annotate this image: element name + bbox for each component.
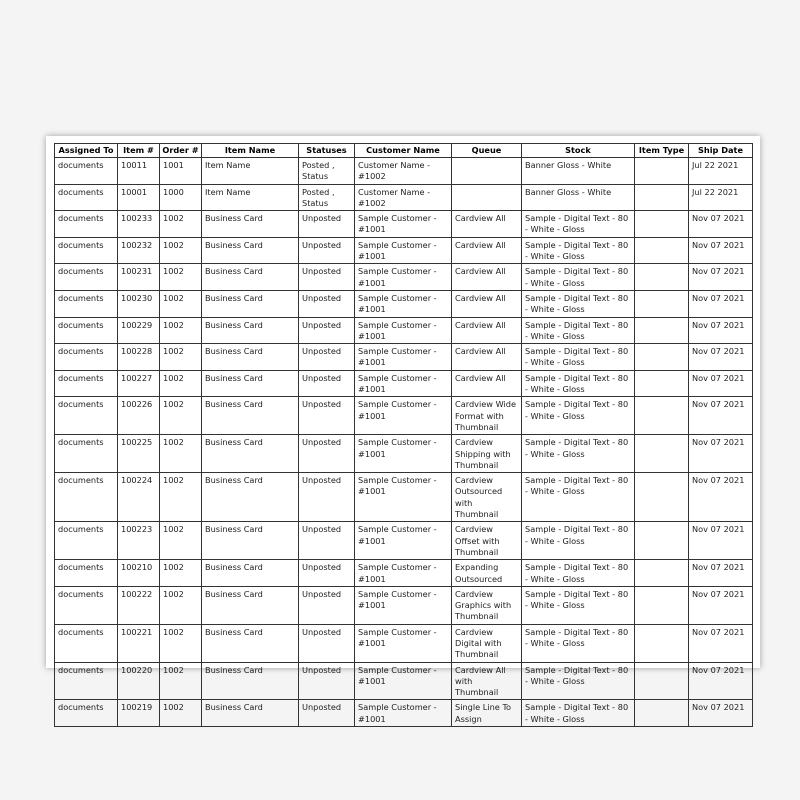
table-row xyxy=(55,435,753,473)
cell-item: 10001 xyxy=(118,184,160,211)
cell-item: 100223 xyxy=(118,522,160,560)
cell-customer-name: Sample Customer - #1001 xyxy=(355,264,452,291)
table-row xyxy=(55,662,753,700)
table-row xyxy=(55,700,753,727)
cell-statuses: Unposted xyxy=(299,264,355,291)
cell-assigned-to: documents xyxy=(55,522,118,560)
cell-item-type xyxy=(635,158,689,185)
cell-queue: Cardview All xyxy=(452,237,522,264)
cell-queue: Cardview All xyxy=(452,344,522,371)
cell-item-name: Business Card xyxy=(202,317,299,344)
cell-ship-date: Nov 07 2021 xyxy=(689,290,753,317)
cell-ship-date: Nov 07 2021 xyxy=(689,624,753,662)
cell-customer-name: Sample Customer - #1001 xyxy=(355,700,452,727)
cell-order: 1002 xyxy=(160,370,202,397)
cell-assigned-to: documents xyxy=(55,184,118,211)
cell-statuses: Posted , Status xyxy=(299,158,355,185)
cell-item-name: Business Card xyxy=(202,522,299,560)
cell-assigned-to: documents xyxy=(55,237,118,264)
cell-customer-name: Sample Customer - #1001 xyxy=(355,317,452,344)
cell-item-name: Business Card xyxy=(202,397,299,435)
cell-order: 1002 xyxy=(160,344,202,371)
cell-assigned-to: documents xyxy=(55,317,118,344)
cell-stock: Sample - Digital Text - 80 - White - Gloss xyxy=(522,624,635,662)
cell-assigned-to: documents xyxy=(55,211,118,238)
table-row xyxy=(55,344,753,371)
cell-order: 1002 xyxy=(160,700,202,727)
cell-item-name: Business Card xyxy=(202,264,299,291)
cell-queue: Cardview All xyxy=(452,317,522,344)
cell-order: 1002 xyxy=(160,211,202,238)
table-row xyxy=(55,184,753,211)
orders-table xyxy=(54,143,753,727)
cell-stock: Sample - Digital Text - 80 - White - Gloss xyxy=(522,290,635,317)
cell-customer-name: Sample Customer - #1001 xyxy=(355,290,452,317)
cell-stock: Sample - Digital Text - 80 - White - Gloss xyxy=(522,662,635,700)
cell-order: 1000 xyxy=(160,184,202,211)
cell-customer-name: Sample Customer - #1001 xyxy=(355,662,452,700)
cell-statuses: Unposted xyxy=(299,237,355,264)
cell-customer-name: Sample Customer - #1001 xyxy=(355,473,452,522)
cell-stock: Sample - Digital Text - 80 - White - Gloss xyxy=(522,473,635,522)
cell-order: 1002 xyxy=(160,264,202,291)
cell-assigned-to: documents xyxy=(55,290,118,317)
cell-ship-date: Nov 07 2021 xyxy=(689,237,753,264)
table-row xyxy=(55,397,753,435)
cell-item: 100225 xyxy=(118,435,160,473)
cell-ship-date: Nov 07 2021 xyxy=(689,560,753,587)
cell-queue: Expanding Outsourced xyxy=(452,560,522,587)
cell-order: 1002 xyxy=(160,662,202,700)
cell-statuses: Unposted xyxy=(299,290,355,317)
cell-order: 1002 xyxy=(160,586,202,624)
cell-item: 100227 xyxy=(118,370,160,397)
cell-statuses: Unposted xyxy=(299,522,355,560)
table-row xyxy=(55,624,753,662)
cell-statuses: Unposted xyxy=(299,344,355,371)
cell-stock: Sample - Digital Text - 80 - White - Gloss xyxy=(522,237,635,264)
cell-item: 100226 xyxy=(118,397,160,435)
column-header-customer-name: Customer Name xyxy=(355,144,452,158)
cell-item-type xyxy=(635,290,689,317)
cell-statuses: Unposted xyxy=(299,662,355,700)
cell-queue xyxy=(452,158,522,185)
cell-item: 100231 xyxy=(118,264,160,291)
cell-queue xyxy=(452,184,522,211)
cell-customer-name: Sample Customer - #1001 xyxy=(355,560,452,587)
cell-queue: Cardview Shipping with Thumbnail xyxy=(452,435,522,473)
table-row xyxy=(55,586,753,624)
cell-statuses: Unposted xyxy=(299,317,355,344)
cell-assigned-to: documents xyxy=(55,473,118,522)
cell-queue: Cardview Wide Format with Thumbnail xyxy=(452,397,522,435)
cell-statuses: Unposted xyxy=(299,700,355,727)
cell-ship-date: Nov 07 2021 xyxy=(689,344,753,371)
cell-stock: Sample - Digital Text - 80 - White - Gloss xyxy=(522,560,635,587)
cell-statuses: Unposted xyxy=(299,435,355,473)
cell-queue: Cardview Offset with Thumbnail xyxy=(452,522,522,560)
cell-item: 100228 xyxy=(118,344,160,371)
cell-order: 1002 xyxy=(160,473,202,522)
cell-item: 100221 xyxy=(118,624,160,662)
cell-item-name: Item Name xyxy=(202,184,299,211)
cell-order: 1002 xyxy=(160,560,202,587)
cell-customer-name: Sample Customer - #1001 xyxy=(355,344,452,371)
table-row xyxy=(55,158,753,185)
table-row xyxy=(55,290,753,317)
cell-item-type xyxy=(635,435,689,473)
cell-ship-date: Nov 07 2021 xyxy=(689,264,753,291)
cell-assigned-to: documents xyxy=(55,264,118,291)
cell-statuses: Unposted xyxy=(299,624,355,662)
cell-item-name: Business Card xyxy=(202,237,299,264)
document-page xyxy=(46,136,760,724)
cell-customer-name: Customer Name - #1002 xyxy=(355,184,452,211)
cell-ship-date: Nov 07 2021 xyxy=(689,211,753,238)
cell-assigned-to: documents xyxy=(55,158,118,185)
cell-queue: Cardview All xyxy=(452,370,522,397)
cell-queue: Cardview All xyxy=(452,290,522,317)
table-row xyxy=(55,237,753,264)
cell-item-type xyxy=(635,586,689,624)
cell-queue: Cardview All xyxy=(452,264,522,291)
table-row xyxy=(55,264,753,291)
cell-item-name: Business Card xyxy=(202,370,299,397)
cell-item-name: Business Card xyxy=(202,586,299,624)
cell-ship-date: Nov 07 2021 xyxy=(689,522,753,560)
table-row xyxy=(55,317,753,344)
cell-statuses: Unposted xyxy=(299,211,355,238)
cell-order: 1002 xyxy=(160,237,202,264)
cell-ship-date: Nov 07 2021 xyxy=(689,586,753,624)
cell-order: 1002 xyxy=(160,317,202,344)
cell-item-type xyxy=(635,370,689,397)
cell-item-type xyxy=(635,344,689,371)
cell-ship-date: Nov 07 2021 xyxy=(689,700,753,727)
cell-item: 100232 xyxy=(118,237,160,264)
cell-item-name: Business Card xyxy=(202,473,299,522)
cell-customer-name: Sample Customer - #1001 xyxy=(355,237,452,264)
cell-item-type xyxy=(635,317,689,344)
column-header-queue: Queue xyxy=(452,144,522,158)
cell-customer-name: Sample Customer - #1001 xyxy=(355,370,452,397)
cell-statuses: Unposted xyxy=(299,586,355,624)
cell-ship-date: Nov 07 2021 xyxy=(689,473,753,522)
cell-item-type xyxy=(635,237,689,264)
cell-statuses: Unposted xyxy=(299,560,355,587)
cell-assigned-to: documents xyxy=(55,560,118,587)
cell-order: 1002 xyxy=(160,435,202,473)
cell-customer-name: Sample Customer - #1001 xyxy=(355,397,452,435)
column-header-item-name: Item Name xyxy=(202,144,299,158)
cell-order: 1002 xyxy=(160,397,202,435)
column-header-item: Item # xyxy=(118,144,160,158)
cell-item-type xyxy=(635,560,689,587)
cell-ship-date: Nov 07 2021 xyxy=(689,317,753,344)
cell-queue: Cardview Outsourced with Thumbnail xyxy=(452,473,522,522)
cell-assigned-to: documents xyxy=(55,344,118,371)
cell-item-type xyxy=(635,662,689,700)
cell-stock: Sample - Digital Text - 80 - White - Gloss xyxy=(522,317,635,344)
cell-item-type xyxy=(635,184,689,211)
table-row xyxy=(55,211,753,238)
cell-item: 100219 xyxy=(118,700,160,727)
cell-ship-date: Nov 07 2021 xyxy=(689,370,753,397)
cell-assigned-to: documents xyxy=(55,624,118,662)
cell-stock: Sample - Digital Text - 80 - White - Gloss xyxy=(522,522,635,560)
column-header-assigned-to: Assigned To xyxy=(55,144,118,158)
cell-item: 100230 xyxy=(118,290,160,317)
cell-item-type xyxy=(635,624,689,662)
cell-item-type xyxy=(635,700,689,727)
cell-item: 100229 xyxy=(118,317,160,344)
cell-item: 100210 xyxy=(118,560,160,587)
cell-item-type xyxy=(635,473,689,522)
cell-ship-date: Jul 22 2021 xyxy=(689,158,753,185)
column-header-statuses: Statuses xyxy=(299,144,355,158)
cell-ship-date: Nov 07 2021 xyxy=(689,662,753,700)
cell-item-name: Business Card xyxy=(202,560,299,587)
cell-assigned-to: documents xyxy=(55,662,118,700)
cell-item: 100233 xyxy=(118,211,160,238)
cell-queue: Cardview Graphics with Thumbnail xyxy=(452,586,522,624)
cell-customer-name: Sample Customer - #1001 xyxy=(355,624,452,662)
cell-ship-date: Nov 07 2021 xyxy=(689,397,753,435)
cell-item-type xyxy=(635,264,689,291)
cell-order: 1002 xyxy=(160,624,202,662)
cell-stock: Banner Gloss - White xyxy=(522,184,635,211)
table-header-row xyxy=(55,144,753,158)
cell-stock: Sample - Digital Text - 80 - White - Gloss xyxy=(522,264,635,291)
cell-assigned-to: documents xyxy=(55,370,118,397)
cell-ship-date: Nov 07 2021 xyxy=(689,435,753,473)
cell-queue: Single Line To Assign xyxy=(452,700,522,727)
cell-queue: Cardview Digital with Thumbnail xyxy=(452,624,522,662)
cell-assigned-to: documents xyxy=(55,397,118,435)
cell-customer-name: Customer Name - #1002 xyxy=(355,158,452,185)
cell-assigned-to: documents xyxy=(55,586,118,624)
cell-stock: Banner Gloss - White xyxy=(522,158,635,185)
column-header-order: Order # xyxy=(160,144,202,158)
cell-item-type xyxy=(635,397,689,435)
cell-customer-name: Sample Customer - #1001 xyxy=(355,435,452,473)
cell-item-name: Business Card xyxy=(202,211,299,238)
cell-item: 100220 xyxy=(118,662,160,700)
cell-statuses: Unposted xyxy=(299,370,355,397)
cell-queue: Cardview All xyxy=(452,211,522,238)
column-header-ship-date: Ship Date xyxy=(689,144,753,158)
cell-item-name: Business Card xyxy=(202,290,299,317)
cell-stock: Sample - Digital Text - 80 - White - Gloss xyxy=(522,700,635,727)
table-row xyxy=(55,522,753,560)
cell-statuses: Posted , Status xyxy=(299,184,355,211)
cell-customer-name: Sample Customer - #1001 xyxy=(355,522,452,560)
column-header-item-type: Item Type xyxy=(635,144,689,158)
cell-stock: Sample - Digital Text - 80 - White - Gloss xyxy=(522,586,635,624)
cell-stock: Sample - Digital Text - 80 - White - Gloss xyxy=(522,211,635,238)
cell-ship-date: Jul 22 2021 xyxy=(689,184,753,211)
cell-item: 100222 xyxy=(118,586,160,624)
cell-customer-name: Sample Customer - #1001 xyxy=(355,211,452,238)
cell-statuses: Unposted xyxy=(299,397,355,435)
cell-item: 10011 xyxy=(118,158,160,185)
cell-item-name: Item Name xyxy=(202,158,299,185)
cell-order: 1002 xyxy=(160,290,202,317)
cell-stock: Sample - Digital Text - 80 - White - Gloss xyxy=(522,370,635,397)
cell-item: 100224 xyxy=(118,473,160,522)
cell-stock: Sample - Digital Text - 80 - White - Gloss xyxy=(522,397,635,435)
table-row xyxy=(55,370,753,397)
cell-stock: Sample - Digital Text - 80 - White - Gloss xyxy=(522,435,635,473)
cell-order: 1002 xyxy=(160,522,202,560)
cell-customer-name: Sample Customer - #1001 xyxy=(355,586,452,624)
cell-item-type xyxy=(635,522,689,560)
table-body xyxy=(55,158,753,727)
cell-order: 1001 xyxy=(160,158,202,185)
cell-queue: Cardview All with Thumbnail xyxy=(452,662,522,700)
cell-item-name: Business Card xyxy=(202,435,299,473)
cell-item-name: Business Card xyxy=(202,700,299,727)
cell-item-type xyxy=(635,211,689,238)
table-row xyxy=(55,560,753,587)
cell-item-name: Business Card xyxy=(202,624,299,662)
cell-item-name: Business Card xyxy=(202,344,299,371)
cell-assigned-to: documents xyxy=(55,700,118,727)
table-row xyxy=(55,473,753,522)
cell-item-name: Business Card xyxy=(202,662,299,700)
cell-assigned-to: documents xyxy=(55,435,118,473)
cell-statuses: Unposted xyxy=(299,473,355,522)
cell-stock: Sample - Digital Text - 80 - White - Gloss xyxy=(522,344,635,371)
column-header-stock: Stock xyxy=(522,144,635,158)
